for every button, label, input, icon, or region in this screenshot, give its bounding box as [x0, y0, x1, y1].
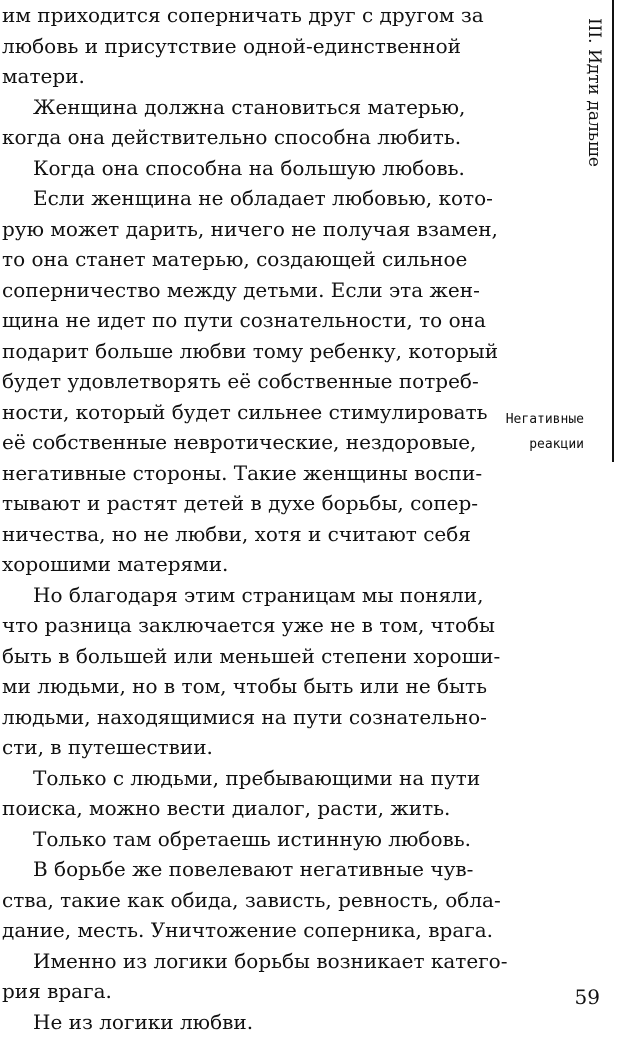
text-line: ничества, но не любви, хотя и считают себя — [2, 519, 458, 550]
text-line: тывают и растят детей в духе борьбы, сопер- — [2, 488, 458, 519]
text-line: Только с людьми, пребывающими на пути — [2, 763, 458, 794]
text-line: подарит больше любви тому ребенку, который — [2, 336, 458, 367]
text-line: им приходится соперничать друг с другом за — [2, 0, 458, 31]
text-line: поиска, можно вести диалог, расти, жить. — [2, 793, 458, 824]
text-line: когда она действительно способна любить. — [2, 122, 458, 153]
text-line: Только там обретаешь истинную любовь. — [2, 824, 458, 855]
running-head: III. Идти дальше — [582, 18, 606, 186]
text-line: дание, месть. Уничтожение соперника, врага. — [2, 915, 458, 946]
text-line: будет удовлетворять её собственные потреб- — [2, 366, 458, 397]
text-line: Женщина должна становиться матерью, — [2, 92, 458, 123]
text-line: Когда она способна на большую любовь. — [2, 153, 458, 184]
text-line: рую может дарить, ничего не получая взамен, — [2, 214, 458, 245]
text-line: Но благодаря этим страницам мы поняли, — [2, 580, 458, 611]
chapter-divider — [612, 0, 614, 462]
text-line: хорошими матерями. — [2, 549, 458, 580]
text-line: то она станет матерью, создающей сильное — [2, 244, 458, 275]
text-line: её собственные невротические, нездоровые, — [2, 427, 458, 458]
text-line: В борьбе же повелевают негативные чув- — [2, 854, 458, 885]
text-line: щина не идет по пути сознательности, то она — [2, 305, 458, 336]
text-line: рия врага. — [2, 976, 458, 1007]
text-line: матери. — [2, 61, 458, 92]
text-line: сти, в путешествии. — [2, 732, 458, 763]
text-line: соперничество между детьми. Если эта жен- — [2, 275, 458, 306]
text-line: людьми, находящимися на пути сознательно- — [2, 702, 458, 733]
text-line: ности, который будет сильнее стимулировать — [2, 397, 458, 428]
margin-note-line: реакции — [470, 432, 584, 457]
margin-note-line: Негативные — [470, 407, 584, 432]
text-line: ства, такие как обида, зависть, ревность, обла- — [2, 885, 458, 916]
text-line: ми людьми, но в том, чтобы быть или не быть — [2, 671, 458, 702]
body-text — [2, 0, 458, 1037]
text-line: любовь и присутствие одной-единственной — [2, 31, 458, 62]
text-line: быть в большей или меньшей степени хороши- — [2, 641, 458, 672]
margin-note — [470, 407, 584, 457]
text-line: Если женщина не обладает любовью, кото- — [2, 183, 458, 214]
text-line: что разница заключается уже не в том, чтобы — [2, 610, 458, 641]
page-number: 59 — [560, 982, 600, 1012]
text-line: Именно из логики борьбы возникает катего- — [2, 946, 458, 977]
text-line: негативные стороны. Такие женщины воспи- — [2, 458, 458, 489]
text-line: Не из логики любви. — [2, 1007, 458, 1037]
